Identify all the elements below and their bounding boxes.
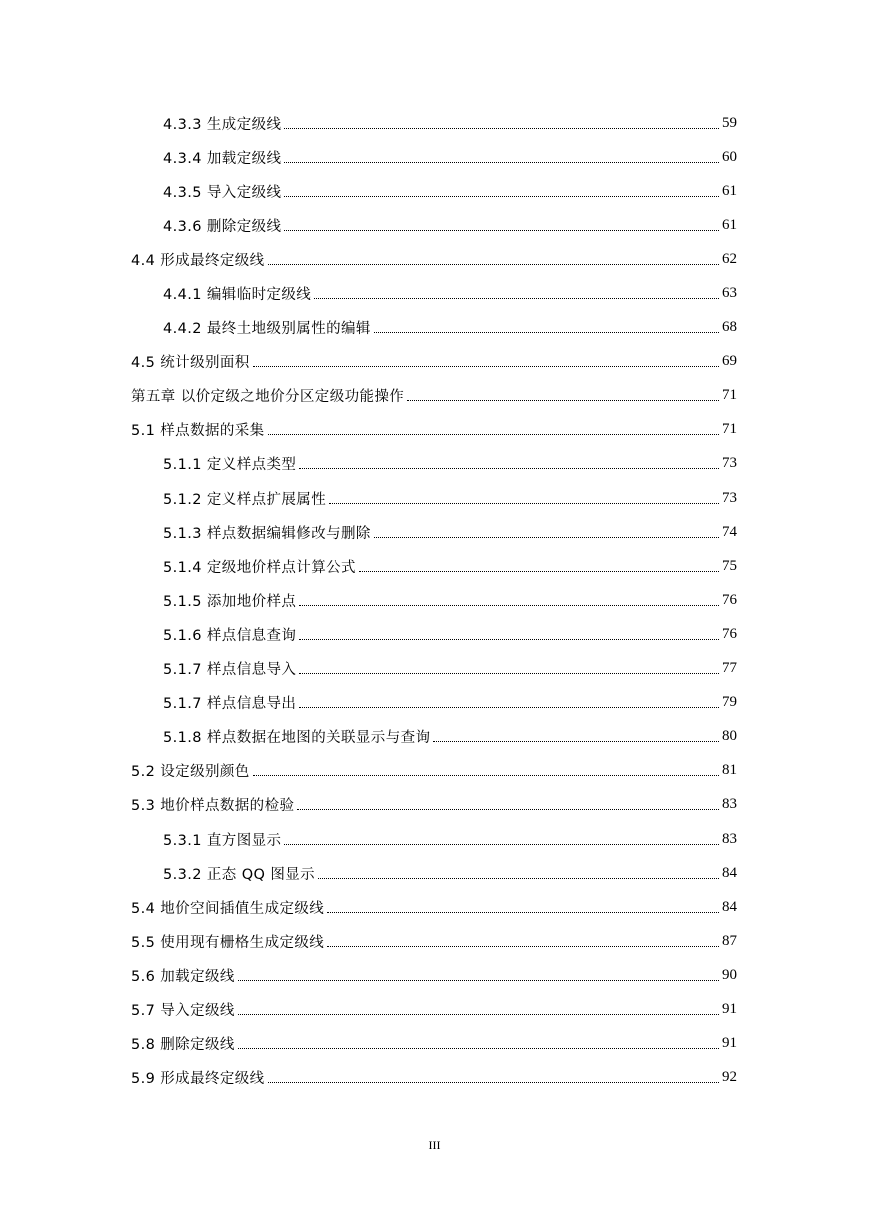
toc-entry[interactable] <box>131 106 737 140</box>
toc-entry-title: 5.8 删除定级线 <box>131 1037 235 1054</box>
toc-entry-title: 5.3 地价样点数据的检验 <box>131 798 295 815</box>
toc-entry-title: 5.1.3 样点数据编辑修改与删除 <box>163 525 371 542</box>
toc-dot-leader <box>284 844 719 845</box>
toc-entry[interactable] <box>131 549 737 583</box>
toc-entry[interactable] <box>131 924 737 958</box>
toc-dot-leader <box>253 775 719 776</box>
toc-entry-title: 5.1.6 样点信息查询 <box>163 627 297 644</box>
toc-entry[interactable] <box>131 1061 737 1095</box>
toc-entry[interactable] <box>131 856 737 890</box>
toc-entry-title: 4.4 形成最终定级线 <box>131 252 265 269</box>
toc-entry-page-number: 83 <box>722 830 737 847</box>
toc-entry-title: 5.1.8 样点数据在地图的关联显示与查询 <box>163 730 431 747</box>
toc-entry-title: 5.1.7 样点信息导出 <box>163 696 297 713</box>
toc-entry-page-number: 91 <box>722 1000 737 1017</box>
page-number-footer: III <box>428 1138 441 1152</box>
toc-entry-title: 4.4.1 编辑临时定级线 <box>163 287 312 304</box>
toc-entry-page-number: 87 <box>722 932 737 949</box>
toc-entry-title: 5.3.1 直方图显示 <box>163 832 282 849</box>
toc-entry[interactable] <box>131 345 737 379</box>
table-of-contents <box>131 106 737 1095</box>
toc-entry[interactable] <box>131 992 737 1026</box>
toc-entry[interactable] <box>131 720 737 754</box>
toc-dot-leader <box>253 366 719 367</box>
toc-dot-leader <box>299 673 719 674</box>
toc-dot-leader <box>407 400 719 401</box>
toc-entry-title: 5.4 地价空间插值生成定级线 <box>131 900 325 917</box>
toc-dot-leader <box>299 707 719 708</box>
toc-entry-title: 5.1 样点数据的采集 <box>131 423 265 440</box>
toc-entry-page-number: 80 <box>722 728 737 745</box>
toc-dot-leader <box>318 878 719 879</box>
toc-dot-leader <box>327 946 719 947</box>
toc-entry-title: 5.7 导入定级线 <box>131 1002 235 1019</box>
toc-dot-leader <box>329 503 719 504</box>
toc-entry[interactable] <box>131 242 737 276</box>
toc-entry-page-number: 68 <box>722 319 737 336</box>
toc-entry-page-number: 84 <box>722 864 737 881</box>
toc-entry[interactable] <box>131 890 737 924</box>
toc-entry-title: 4.3.4 加载定级线 <box>163 150 282 167</box>
toc-dot-leader <box>284 230 719 231</box>
toc-entry-page-number: 79 <box>722 694 737 711</box>
toc-dot-leader <box>314 298 719 299</box>
toc-entry-page-number: 60 <box>722 148 737 165</box>
toc-dot-leader <box>268 434 719 435</box>
toc-entry-page-number: 73 <box>722 455 737 472</box>
toc-entry-title: 5.6 加载定级线 <box>131 968 235 985</box>
toc-entry-page-number: 59 <box>722 114 737 131</box>
toc-entry-page-number: 83 <box>722 796 737 813</box>
toc-entry-title: 4.4.2 最终土地级别属性的编辑 <box>163 321 371 338</box>
toc-dot-leader <box>374 332 719 333</box>
toc-entry[interactable] <box>131 515 737 549</box>
toc-entry-page-number: 81 <box>722 762 737 779</box>
toc-entry-title: 4.5 统计级别面积 <box>131 355 250 372</box>
toc-entry-page-number: 73 <box>722 489 737 506</box>
toc-entry-page-number: 74 <box>722 523 737 540</box>
toc-entry-title: 5.3.2 正态 QQ 图显示 <box>163 866 316 883</box>
toc-entry-title: 5.5 使用现有栅格生成定级线 <box>131 934 325 951</box>
toc-entry[interactable] <box>131 447 737 481</box>
toc-dot-leader <box>284 196 719 197</box>
toc-entry-page-number: 69 <box>722 353 737 370</box>
toc-entry-title: 5.1.5 添加地价样点 <box>163 593 297 610</box>
toc-entry-title: 5.1.7 样点信息导入 <box>163 662 297 679</box>
toc-entry-title: 4.3.6 删除定级线 <box>163 218 282 235</box>
toc-dot-leader <box>374 537 719 538</box>
toc-entry-page-number: 91 <box>722 1035 737 1052</box>
toc-entry[interactable] <box>131 617 737 651</box>
toc-entry[interactable] <box>131 208 737 242</box>
toc-dot-leader <box>433 741 719 742</box>
toc-dot-leader <box>268 1082 719 1083</box>
toc-entry-title: 第五章 以价定级之地价分区定级功能操作 <box>131 389 405 406</box>
toc-entry-title: 5.1.2 定义样点扩展属性 <box>163 491 327 508</box>
toc-entry-title: 5.2 设定级别颜色 <box>131 764 250 781</box>
toc-dot-leader <box>284 162 719 163</box>
toc-entry[interactable] <box>131 583 737 617</box>
toc-dot-leader <box>299 639 719 640</box>
toc-entry-title: 5.1.4 定级地价样点计算公式 <box>163 559 356 576</box>
toc-entry-title: 4.3.3 生成定级线 <box>163 116 282 133</box>
toc-entry[interactable] <box>131 379 737 413</box>
toc-entry[interactable] <box>131 174 737 208</box>
toc-entry-title: 5.9 形成最终定级线 <box>131 1071 265 1088</box>
toc-entry-page-number: 71 <box>722 421 737 438</box>
toc-entry[interactable] <box>131 754 737 788</box>
toc-entry[interactable] <box>131 481 737 515</box>
toc-dot-leader <box>238 1048 719 1049</box>
toc-dot-leader <box>327 912 719 913</box>
toc-entry[interactable] <box>131 686 737 720</box>
toc-entry-page-number: 90 <box>722 966 737 983</box>
toc-entry-page-number: 63 <box>722 285 737 302</box>
toc-entry[interactable] <box>131 276 737 310</box>
toc-entry-page-number: 71 <box>722 387 737 404</box>
toc-entry[interactable] <box>131 958 737 992</box>
toc-entry-page-number: 76 <box>722 625 737 642</box>
toc-entry-page-number: 77 <box>722 660 737 677</box>
toc-entry[interactable] <box>131 822 737 856</box>
toc-dot-leader <box>299 605 719 606</box>
toc-dot-leader <box>268 264 719 265</box>
toc-entry-title: 4.3.5 导入定级线 <box>163 184 282 201</box>
toc-entry-page-number: 92 <box>722 1069 737 1086</box>
toc-entry-page-number: 62 <box>722 250 737 267</box>
toc-entry-page-number: 76 <box>722 591 737 608</box>
toc-dot-leader <box>284 128 719 129</box>
toc-entry[interactable] <box>131 413 737 447</box>
toc-entry-page-number: 61 <box>722 182 737 199</box>
toc-entry-page-number: 61 <box>722 216 737 233</box>
toc-dot-leader <box>238 1014 719 1015</box>
toc-dot-leader <box>297 809 719 810</box>
toc-dot-leader <box>359 571 719 572</box>
toc-entry-title: 5.1.1 定义样点类型 <box>163 457 297 474</box>
toc-entry[interactable] <box>131 1027 737 1061</box>
toc-dot-leader <box>238 980 719 981</box>
toc-entry-page-number: 75 <box>722 557 737 574</box>
toc-entry[interactable] <box>131 311 737 345</box>
toc-entry[interactable] <box>131 652 737 686</box>
toc-entry[interactable] <box>131 788 737 822</box>
toc-dot-leader <box>299 468 719 469</box>
toc-entry-page-number: 84 <box>722 898 737 915</box>
toc-entry[interactable] <box>131 140 737 174</box>
